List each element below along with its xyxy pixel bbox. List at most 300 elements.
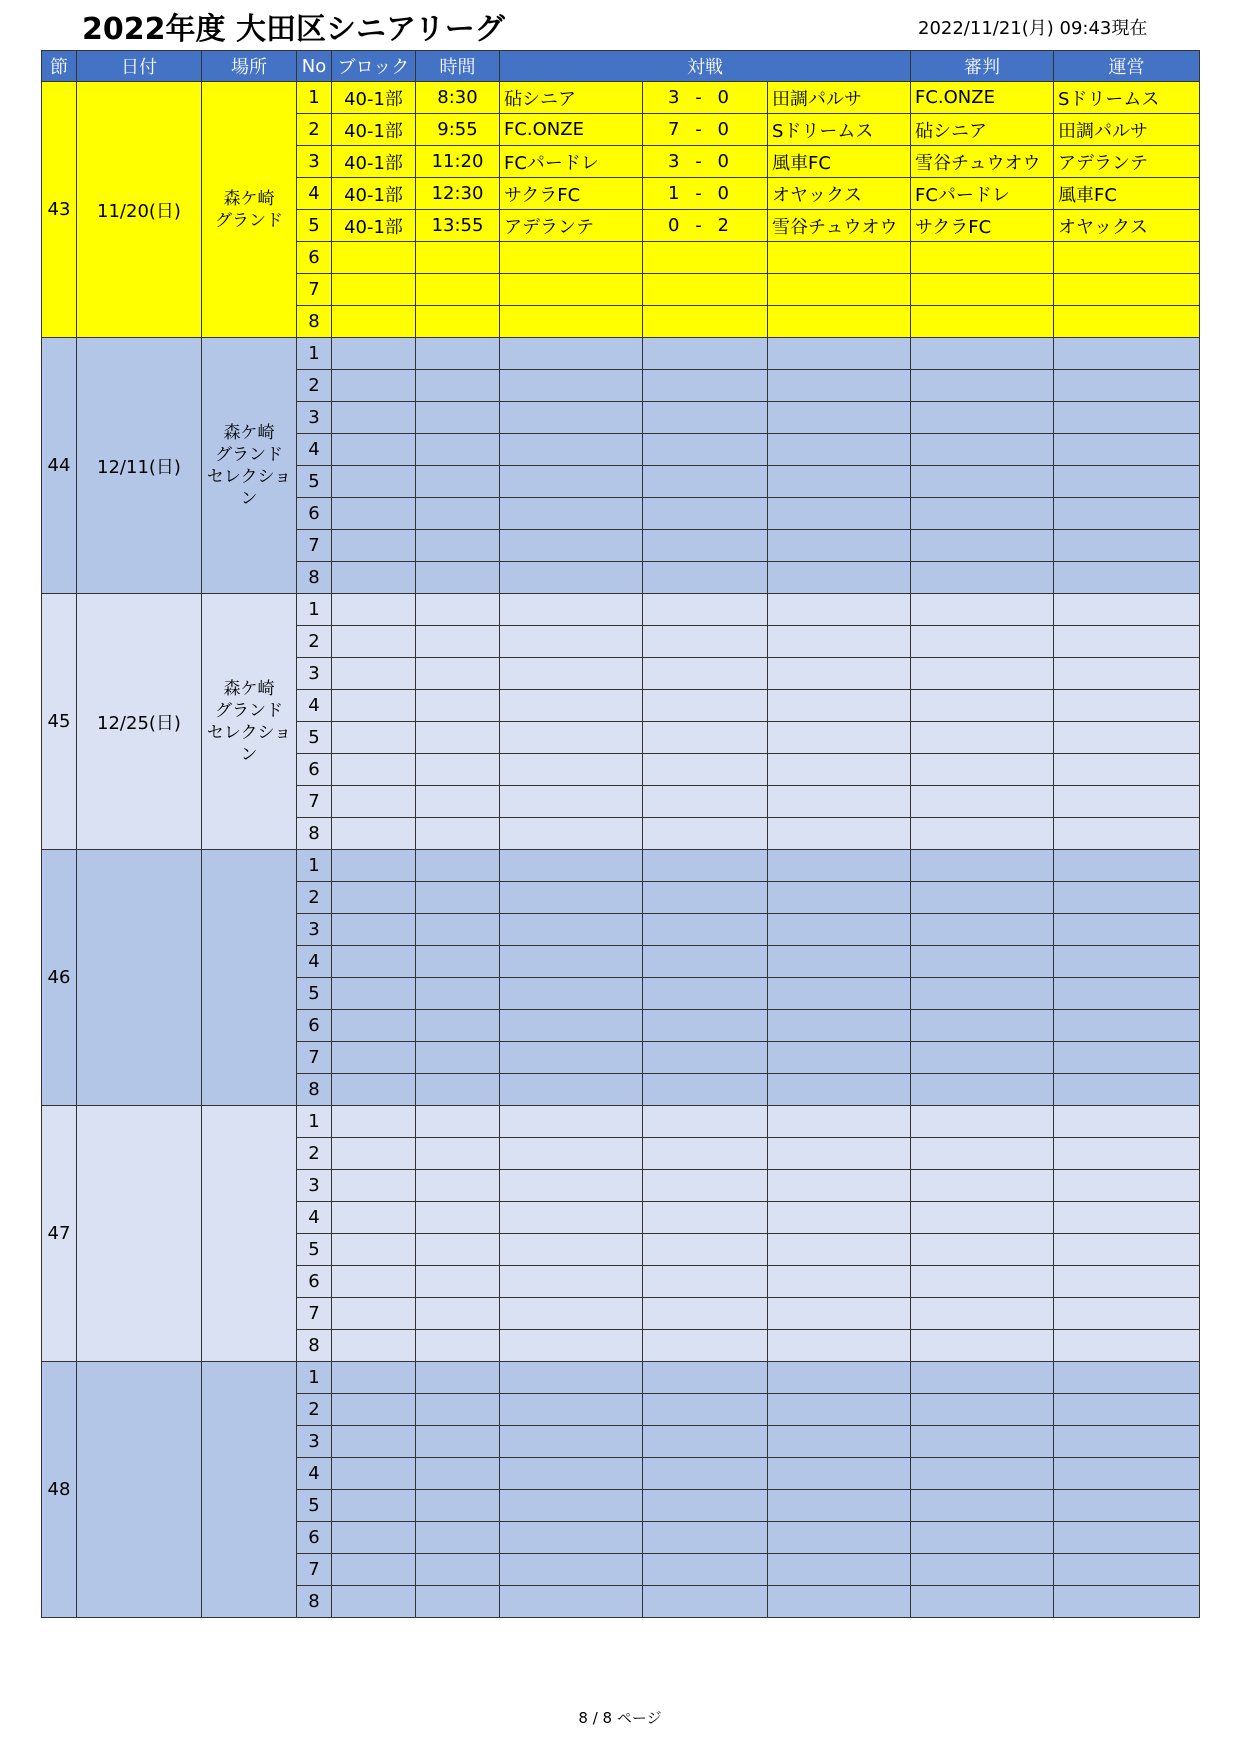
home-team-cell — [500, 818, 643, 850]
block-cell — [332, 1010, 416, 1042]
operation-cell — [1054, 722, 1200, 754]
away-team-cell: 田調パルサ — [768, 82, 911, 114]
home-score-cell — [643, 402, 684, 434]
away-score-cell — [714, 1554, 768, 1586]
time-cell — [416, 466, 500, 498]
referee-cell — [911, 1138, 1054, 1170]
operation-cell — [1054, 1426, 1200, 1458]
score-dash-cell — [684, 882, 714, 914]
away-team-cell: オヤックス — [768, 178, 911, 210]
operation-cell — [1054, 530, 1200, 562]
home-score-cell — [643, 370, 684, 402]
operation-cell — [1054, 690, 1200, 722]
col-header-venue: 場所 — [202, 51, 297, 82]
home-score-cell — [643, 594, 684, 626]
operation-cell — [1054, 466, 1200, 498]
home-score-cell — [643, 786, 684, 818]
score-dash-cell — [684, 370, 714, 402]
home-team-cell — [500, 306, 643, 338]
date-cell — [77, 850, 202, 1106]
block-cell: 40-1部 — [332, 178, 416, 210]
block-cell — [332, 1202, 416, 1234]
time-cell — [416, 1394, 500, 1426]
operation-cell — [1054, 1266, 1200, 1298]
home-team-cell — [500, 434, 643, 466]
block-cell — [332, 722, 416, 754]
away-team-cell — [768, 1362, 911, 1394]
time-cell — [416, 754, 500, 786]
away-score-cell — [714, 434, 768, 466]
score-dash-cell — [684, 1266, 714, 1298]
match-no-cell: 1 — [297, 1106, 332, 1138]
match-no-cell: 3 — [297, 146, 332, 178]
away-team-cell — [768, 850, 911, 882]
home-score-cell — [643, 1458, 684, 1490]
block-cell — [332, 402, 416, 434]
block-cell: 40-1部 — [332, 146, 416, 178]
operation-cell — [1054, 818, 1200, 850]
home-score-cell — [643, 1298, 684, 1330]
home-team-cell: FC.ONZE — [500, 114, 643, 146]
referee-cell — [911, 690, 1054, 722]
referee-cell — [911, 1010, 1054, 1042]
home-team-cell — [500, 978, 643, 1010]
time-cell — [416, 242, 500, 274]
away-score-cell — [714, 1362, 768, 1394]
operation-cell — [1054, 274, 1200, 306]
score-dash-cell — [684, 626, 714, 658]
away-team-cell — [768, 338, 911, 370]
time-cell — [416, 1234, 500, 1266]
score-dash-cell — [684, 242, 714, 274]
away-score-cell — [714, 498, 768, 530]
venue-cell: 森ケ崎 グランド セレクショ ン — [202, 338, 297, 594]
time-cell — [416, 1522, 500, 1554]
match-no-cell: 1 — [297, 594, 332, 626]
match-no-cell: 8 — [297, 818, 332, 850]
referee-cell — [911, 1202, 1054, 1234]
time-cell — [416, 1106, 500, 1138]
schedule-table — [41, 50, 1200, 1618]
block-cell — [332, 1138, 416, 1170]
home-team-cell — [500, 562, 643, 594]
home-team-cell — [500, 946, 643, 978]
away-score-cell: 0 — [714, 178, 768, 210]
home-team-cell — [500, 1554, 643, 1586]
score-dash-cell — [684, 722, 714, 754]
page-title: 2022年度 大田区シニアリーグ — [82, 12, 505, 47]
time-cell — [416, 1202, 500, 1234]
away-team-cell — [768, 1074, 911, 1106]
home-team-cell — [500, 1426, 643, 1458]
home-team-cell — [500, 626, 643, 658]
score-dash-cell — [684, 1010, 714, 1042]
score-dash-cell — [684, 1074, 714, 1106]
operation-cell — [1054, 1106, 1200, 1138]
match-no-cell: 5 — [297, 1490, 332, 1522]
score-dash-cell — [684, 1362, 714, 1394]
match-no-cell: 3 — [297, 402, 332, 434]
match-no-cell: 6 — [297, 1010, 332, 1042]
away-score-cell — [714, 1042, 768, 1074]
setsu-cell: 43 — [42, 82, 77, 338]
match-no-cell: 4 — [297, 1458, 332, 1490]
referee-cell — [911, 1458, 1054, 1490]
home-score-cell — [643, 1010, 684, 1042]
referee-cell — [911, 818, 1054, 850]
operation-cell — [1054, 594, 1200, 626]
match-no-cell: 1 — [297, 338, 332, 370]
block-cell: 40-1部 — [332, 210, 416, 242]
block-cell — [332, 1298, 416, 1330]
operation-cell: 風車FC — [1054, 178, 1200, 210]
operation-cell — [1054, 1490, 1200, 1522]
operation-cell — [1054, 1586, 1200, 1618]
referee-cell: 雪谷チュウオウ — [911, 146, 1054, 178]
home-team-cell — [500, 1522, 643, 1554]
home-score-cell — [643, 658, 684, 690]
home-team-cell — [500, 1458, 643, 1490]
table-row — [42, 338, 1200, 370]
referee-cell — [911, 434, 1054, 466]
col-header-setsu: 節 — [42, 51, 77, 82]
away-team-cell — [768, 882, 911, 914]
referee-cell — [911, 850, 1054, 882]
score-dash-cell — [684, 1298, 714, 1330]
away-score-cell — [714, 914, 768, 946]
date-cell — [77, 1362, 202, 1618]
home-team-cell — [500, 1138, 643, 1170]
score-dash-cell — [684, 1586, 714, 1618]
score-dash-cell — [684, 818, 714, 850]
match-no-cell: 5 — [297, 210, 332, 242]
home-score-cell — [643, 690, 684, 722]
away-score-cell — [714, 1170, 768, 1202]
away-score-cell — [714, 722, 768, 754]
match-no-cell: 5 — [297, 466, 332, 498]
operation-cell — [1054, 1554, 1200, 1586]
away-team-cell — [768, 1586, 911, 1618]
home-team-cell — [500, 1234, 643, 1266]
referee-cell — [911, 306, 1054, 338]
home-team-cell — [500, 338, 643, 370]
away-score-cell — [714, 1298, 768, 1330]
operation-cell — [1054, 1522, 1200, 1554]
away-team-cell — [768, 978, 911, 1010]
referee-cell — [911, 1074, 1054, 1106]
referee-cell — [911, 1426, 1054, 1458]
time-cell — [416, 1266, 500, 1298]
away-team-cell — [768, 274, 911, 306]
home-score-cell — [643, 1138, 684, 1170]
score-dash-cell: - — [684, 146, 714, 178]
match-no-cell: 8 — [297, 306, 332, 338]
home-score-cell: 1 — [643, 178, 684, 210]
page-number: 8 / 8 ページ — [578, 1709, 662, 1727]
score-dash-cell: - — [684, 178, 714, 210]
block-cell — [332, 978, 416, 1010]
match-no-cell: 6 — [297, 242, 332, 274]
referee-cell — [911, 1362, 1054, 1394]
operation-cell — [1054, 626, 1200, 658]
home-team-cell — [500, 1586, 643, 1618]
away-team-cell — [768, 786, 911, 818]
away-score-cell — [714, 1202, 768, 1234]
home-team-cell — [500, 242, 643, 274]
home-team-cell — [500, 1330, 643, 1362]
home-score-cell — [643, 562, 684, 594]
away-score-cell: 0 — [714, 82, 768, 114]
score-dash-cell — [684, 1426, 714, 1458]
away-team-cell — [768, 1138, 911, 1170]
referee-cell — [911, 1522, 1054, 1554]
referee-cell: FCパードレ — [911, 178, 1054, 210]
block-cell — [332, 1042, 416, 1074]
away-team-cell — [768, 1170, 911, 1202]
referee-cell — [911, 1234, 1054, 1266]
home-score-cell: 7 — [643, 114, 684, 146]
block-cell — [332, 754, 416, 786]
referee-cell — [911, 658, 1054, 690]
match-no-cell: 7 — [297, 530, 332, 562]
referee-cell — [911, 402, 1054, 434]
home-score-cell — [643, 434, 684, 466]
date-cell — [77, 1106, 202, 1362]
home-team-cell — [500, 1170, 643, 1202]
operation-cell — [1054, 1394, 1200, 1426]
block-cell — [332, 1074, 416, 1106]
away-team-cell — [768, 306, 911, 338]
referee-cell — [911, 1330, 1054, 1362]
block-cell — [332, 1234, 416, 1266]
date-cell: 12/11(日) — [77, 338, 202, 594]
operation-cell — [1054, 946, 1200, 978]
referee-cell — [911, 1106, 1054, 1138]
match-no-cell: 8 — [297, 1074, 332, 1106]
home-score-cell — [643, 466, 684, 498]
score-dash-cell — [684, 402, 714, 434]
home-score-cell — [643, 1330, 684, 1362]
home-team-cell — [500, 370, 643, 402]
time-cell — [416, 914, 500, 946]
col-header-referee: 審判 — [911, 51, 1054, 82]
time-cell: 8:30 — [416, 82, 500, 114]
block-cell: 40-1部 — [332, 82, 416, 114]
score-dash-cell — [684, 690, 714, 722]
home-score-cell — [643, 242, 684, 274]
away-team-cell — [768, 466, 911, 498]
score-dash-cell — [684, 1490, 714, 1522]
away-team-cell — [768, 594, 911, 626]
match-no-cell: 5 — [297, 1234, 332, 1266]
time-cell — [416, 1362, 500, 1394]
home-team-cell — [500, 1490, 643, 1522]
time-cell — [416, 594, 500, 626]
table-row — [42, 82, 1200, 114]
away-score-cell: 2 — [714, 210, 768, 242]
home-team-cell — [500, 466, 643, 498]
match-no-cell: 7 — [297, 274, 332, 306]
away-team-cell — [768, 1554, 911, 1586]
home-score-cell — [643, 1234, 684, 1266]
date-cell: 12/25(日) — [77, 594, 202, 850]
away-score-cell — [714, 978, 768, 1010]
schedule-body — [42, 82, 1200, 1618]
operation-cell — [1054, 562, 1200, 594]
col-header-block: ブロック — [332, 51, 416, 82]
operation-cell — [1054, 1170, 1200, 1202]
col-header-no: No — [297, 51, 332, 82]
away-team-cell — [768, 1330, 911, 1362]
home-score-cell — [643, 1042, 684, 1074]
away-score-cell — [714, 1010, 768, 1042]
match-no-cell: 7 — [297, 1298, 332, 1330]
match-no-cell: 3 — [297, 658, 332, 690]
home-score-cell — [643, 914, 684, 946]
home-team-cell — [500, 530, 643, 562]
away-score-cell — [714, 786, 768, 818]
away-team-cell — [768, 1298, 911, 1330]
home-score-cell — [643, 1426, 684, 1458]
match-no-cell: 2 — [297, 626, 332, 658]
away-score-cell — [714, 1490, 768, 1522]
match-no-cell: 4 — [297, 1202, 332, 1234]
operation-cell — [1054, 1074, 1200, 1106]
operation-cell — [1054, 338, 1200, 370]
block-cell — [332, 338, 416, 370]
score-dash-cell — [684, 914, 714, 946]
away-team-cell — [768, 722, 911, 754]
venue-cell — [202, 850, 297, 1106]
score-dash-cell — [684, 1554, 714, 1586]
time-cell — [416, 882, 500, 914]
match-no-cell: 7 — [297, 1554, 332, 1586]
home-score-cell — [643, 498, 684, 530]
home-team-cell: サクラFC — [500, 178, 643, 210]
score-dash-cell — [684, 1202, 714, 1234]
referee-cell — [911, 1042, 1054, 1074]
time-cell — [416, 562, 500, 594]
score-dash-cell — [684, 1458, 714, 1490]
away-score-cell — [714, 1586, 768, 1618]
block-cell — [332, 658, 416, 690]
home-team-cell — [500, 690, 643, 722]
block-cell — [332, 1362, 416, 1394]
time-cell — [416, 722, 500, 754]
away-team-cell — [768, 1010, 911, 1042]
home-team-cell — [500, 1042, 643, 1074]
operation-cell — [1054, 1362, 1200, 1394]
timestamp: 2022/11/21(月) 09:43現在 — [918, 18, 1148, 39]
block-cell — [332, 946, 416, 978]
match-no-cell: 2 — [297, 370, 332, 402]
referee-cell — [911, 1298, 1054, 1330]
match-no-cell: 5 — [297, 722, 332, 754]
away-score-cell — [714, 1330, 768, 1362]
block-cell — [332, 1490, 416, 1522]
time-cell — [416, 306, 500, 338]
home-score-cell: 3 — [643, 146, 684, 178]
home-team-cell — [500, 402, 643, 434]
away-team-cell: 風車FC — [768, 146, 911, 178]
away-team-cell — [768, 434, 911, 466]
home-team-cell — [500, 594, 643, 626]
home-team-cell — [500, 1074, 643, 1106]
match-no-cell: 8 — [297, 1586, 332, 1618]
away-team-cell — [768, 1042, 911, 1074]
away-score-cell — [714, 1138, 768, 1170]
operation-cell — [1054, 882, 1200, 914]
referee-cell — [911, 498, 1054, 530]
away-team-cell — [768, 818, 911, 850]
referee-cell — [911, 1490, 1054, 1522]
table-row — [42, 1362, 1200, 1394]
home-score-cell — [643, 1074, 684, 1106]
operation-cell — [1054, 1138, 1200, 1170]
venue-cell: 森ケ崎 グランド セレクショ ン — [202, 594, 297, 850]
score-dash-cell — [684, 1394, 714, 1426]
score-dash-cell — [684, 530, 714, 562]
block-cell — [332, 562, 416, 594]
time-cell — [416, 1330, 500, 1362]
home-team-cell — [500, 1298, 643, 1330]
time-cell — [416, 1554, 500, 1586]
home-score-cell: 0 — [643, 210, 684, 242]
referee-cell — [911, 978, 1054, 1010]
time-cell — [416, 658, 500, 690]
away-score-cell — [714, 1426, 768, 1458]
setsu-cell: 46 — [42, 850, 77, 1106]
score-dash-cell: - — [684, 82, 714, 114]
match-no-cell: 5 — [297, 978, 332, 1010]
referee-cell — [911, 946, 1054, 978]
away-team-cell — [768, 690, 911, 722]
away-team-cell — [768, 530, 911, 562]
block-cell — [332, 1586, 416, 1618]
operation-cell: アデランテ — [1054, 146, 1200, 178]
score-dash-cell — [684, 850, 714, 882]
away-team-cell — [768, 914, 911, 946]
setsu-cell: 44 — [42, 338, 77, 594]
block-cell — [332, 882, 416, 914]
time-cell — [416, 530, 500, 562]
match-no-cell: 4 — [297, 690, 332, 722]
home-team-cell — [500, 1362, 643, 1394]
time-cell — [416, 978, 500, 1010]
date-cell: 11/20(日) — [77, 82, 202, 338]
operation-cell — [1054, 754, 1200, 786]
home-score-cell — [643, 1394, 684, 1426]
referee-cell: 砧シニア — [911, 114, 1054, 146]
time-cell — [416, 1138, 500, 1170]
time-cell — [416, 786, 500, 818]
match-no-cell: 2 — [297, 1394, 332, 1426]
score-dash-cell — [684, 1330, 714, 1362]
away-score-cell — [714, 658, 768, 690]
match-no-cell: 2 — [297, 1138, 332, 1170]
time-cell: 9:55 — [416, 114, 500, 146]
time-cell — [416, 1010, 500, 1042]
away-team-cell — [768, 1202, 911, 1234]
time-cell — [416, 1170, 500, 1202]
score-dash-cell — [684, 754, 714, 786]
time-cell — [416, 850, 500, 882]
time-cell — [416, 274, 500, 306]
home-score-cell — [643, 1362, 684, 1394]
referee-cell — [911, 722, 1054, 754]
away-score-cell — [714, 466, 768, 498]
col-header-date: 日付 — [77, 51, 202, 82]
